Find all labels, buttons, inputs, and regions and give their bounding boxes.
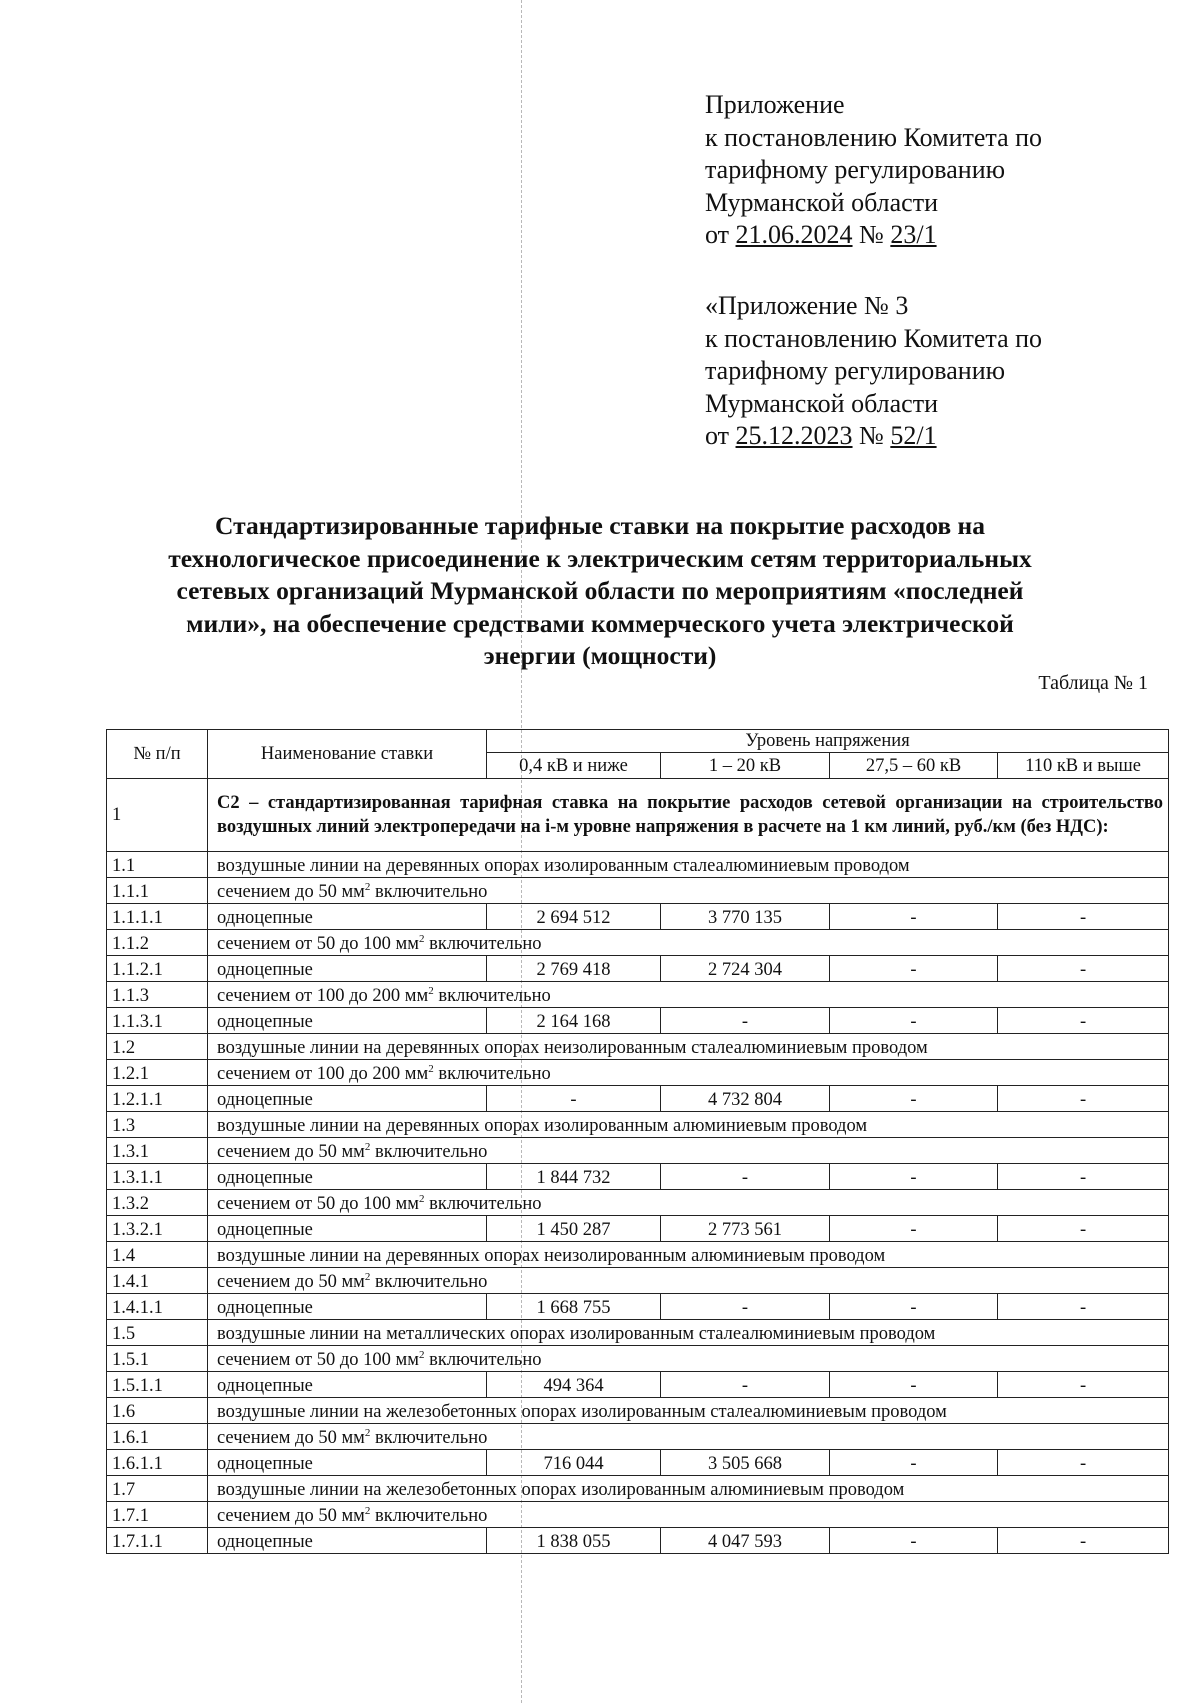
row-num: 1.2 (107, 1034, 208, 1060)
row-num: 1.4 (107, 1242, 208, 1268)
row-name-text: сечением от 100 до 200 мм (217, 986, 429, 1006)
row-name-sup: 2 (418, 932, 425, 945)
appendix-number: 52/1 (890, 421, 937, 450)
table-row (107, 904, 1169, 930)
row-name (208, 982, 1169, 1008)
row-name (208, 1190, 1169, 1216)
row-name-text: сечением до 50 мм (217, 1142, 365, 1162)
row-name (208, 1346, 1169, 1372)
row-name-text: одноцепные (217, 1090, 313, 1110)
title-line: Стандартизированные тарифные ставки на покрытие расходов на (215, 511, 985, 540)
row-value: - (661, 1008, 830, 1034)
row-value: - (830, 1372, 998, 1398)
row-name-sup: 2 (364, 880, 371, 893)
row-value: - (830, 1086, 998, 1112)
row-num: 1.3.2 (107, 1190, 208, 1216)
row-name-tail: включительно (370, 1506, 488, 1526)
table-row (107, 1190, 1169, 1216)
row-value: - (998, 1008, 1169, 1034)
row-num: 1.6 (107, 1398, 208, 1424)
row-value: 1 838 055 (487, 1528, 661, 1554)
row-num: 1.3.2.1 (107, 1216, 208, 1242)
row-value: - (830, 1450, 998, 1476)
row-name (208, 1164, 487, 1190)
table-row (107, 1424, 1169, 1450)
date-prefix: от (705, 220, 736, 249)
table-row (107, 1372, 1169, 1398)
appendix-line: к постановлению Комитета по (705, 122, 1043, 152)
table-row (107, 1398, 1169, 1424)
row-num: 1.2.1 (107, 1060, 208, 1086)
header-row (107, 730, 1169, 753)
row-num: 1.7.1.1 (107, 1528, 208, 1554)
row-name (208, 1372, 487, 1398)
row-num: 1.1.1.1 (107, 904, 208, 930)
table-row (107, 1164, 1169, 1190)
row-value: 1 668 755 (487, 1294, 661, 1320)
table-row (107, 1476, 1169, 1502)
table-number: Таблица № 1 (1038, 672, 1148, 694)
title-line: технологическое присоединение к электрическим сетям территориальных (168, 543, 1032, 573)
row-num: 1.1.2.1 (107, 956, 208, 982)
row-value: 2 164 168 (487, 1008, 661, 1034)
row-value: - (830, 1216, 998, 1242)
row-name-text: одноцепные (217, 1298, 313, 1318)
row-name-sup: 2 (364, 1504, 371, 1517)
row-name-text: одноцепные (217, 960, 313, 980)
table-row (107, 1216, 1169, 1242)
table-row (107, 982, 1169, 1008)
table-row (107, 1086, 1169, 1112)
header-level-2: 27,5 – 60 кВ (830, 753, 998, 779)
row-value: - (998, 1372, 1169, 1398)
row-name (208, 1502, 1169, 1528)
appendix-date: 21.06.2024 (735, 220, 853, 249)
section-num: 1 (107, 779, 208, 852)
appendix-date-line (705, 420, 1042, 453)
row-name (208, 878, 1169, 904)
row-name (208, 1450, 487, 1476)
row-num: 1.3.1 (107, 1138, 208, 1164)
row-name (208, 852, 1169, 878)
row-name-sup: 2 (428, 984, 434, 997)
appendix-prev-block (705, 290, 1042, 453)
row-value: 2 773 561 (661, 1216, 830, 1242)
table-row (107, 1008, 1169, 1034)
row-name-text: одноцепные (217, 1012, 313, 1032)
row-name-text: воздушные линии на деревянных опорах неизолированным алюминиевым проводом (217, 1246, 886, 1266)
appendix-date-line (705, 219, 1042, 252)
title-line: сетевых организаций Мурманской области по мероприятиям «последней (176, 576, 1024, 605)
row-num: 1.7 (107, 1476, 208, 1502)
section-text: С2 – стандартизированная тарифная ставка на покрытие расходов сетевой организации на строительство воздушных линий электропередачи на i-м уровне напряжения в расчете на 1 км линий, руб./км (без НДС): (208, 779, 1169, 852)
row-name-text: воздушные линии на металлических опорах изолированным сталеалюминиевым проводом (217, 1324, 936, 1344)
row-name (208, 956, 487, 982)
row-name (208, 930, 1169, 956)
row-name (208, 1268, 1169, 1294)
row-name (208, 1034, 1169, 1060)
row-value: - (830, 956, 998, 982)
header-num: № п/п (107, 730, 208, 779)
row-name-sup: 2 (418, 1192, 425, 1205)
appendix-line: тарифному регулированию (705, 356, 1006, 385)
row-name (208, 1528, 487, 1554)
row-name (208, 1086, 487, 1112)
table-row (107, 1346, 1169, 1372)
row-name (208, 1424, 1169, 1450)
row-name (208, 904, 487, 930)
row-value: - (998, 1086, 1169, 1112)
row-name-text: одноцепные (217, 1220, 313, 1240)
row-name (208, 1060, 1169, 1086)
row-name-text: одноцепные (217, 1532, 313, 1552)
row-value: 3 505 668 (661, 1450, 830, 1476)
row-value: - (998, 1216, 1169, 1242)
title-line: мили», на обеспечение средствами коммерческого учета электрической (186, 608, 1014, 638)
row-name (208, 1398, 1169, 1424)
row-name-text: сечением до 50 мм (217, 882, 365, 902)
row-name-text: одноцепные (217, 908, 313, 928)
table-row (107, 1320, 1169, 1346)
row-value: 494 364 (487, 1372, 661, 1398)
document-title (60, 510, 1140, 673)
row-num: 1.6.1.1 (107, 1450, 208, 1476)
rates-table (106, 729, 1169, 1554)
row-name-text: воздушные линии на деревянных опорах изолированным сталеалюминиевым проводом (217, 856, 910, 876)
row-name-text: воздушные линии на железобетонных опорах изолированным сталеалюминиевым проводом (217, 1402, 947, 1422)
table-row (107, 1112, 1169, 1138)
table-row (107, 1294, 1169, 1320)
appendix-date: 25.12.2023 (735, 421, 853, 450)
row-value: - (661, 1372, 830, 1398)
row-name-sup: 2 (428, 1062, 434, 1075)
num-prefix: № (852, 220, 891, 249)
row-value: 4 047 593 (661, 1528, 830, 1554)
section-row (107, 779, 1169, 852)
table-row (107, 852, 1169, 878)
table-row (107, 1268, 1169, 1294)
row-value: 2 694 512 (487, 904, 661, 930)
row-name-text: одноцепные (217, 1168, 313, 1188)
appendix-block (705, 89, 1042, 252)
row-value: 716 044 (487, 1450, 661, 1476)
row-name (208, 1294, 487, 1320)
row-name-tail: включительно (433, 986, 551, 1006)
row-num: 1.1.3 (107, 982, 208, 1008)
appendix-line: тарифному регулированию (705, 155, 1006, 184)
row-value: - (661, 1164, 830, 1190)
row-num: 1.3 (107, 1112, 208, 1138)
row-name-text: сечением до 50 мм (217, 1272, 365, 1292)
date-prefix: от (705, 421, 736, 450)
appendix-line: к постановлению Комитета по (705, 323, 1043, 353)
num-prefix: № (852, 421, 891, 450)
table-row (107, 1528, 1169, 1554)
row-value: - (830, 904, 998, 930)
row-name-sup: 2 (364, 1140, 371, 1153)
row-name-tail: включительно (424, 934, 542, 954)
row-num: 1.1.1 (107, 878, 208, 904)
appendix-line: Мурманской области (705, 388, 938, 418)
row-name-text: одноцепные (217, 1454, 313, 1474)
row-num: 1.5 (107, 1320, 208, 1346)
row-name (208, 1216, 487, 1242)
header-level-3: 110 кВ и выше (998, 753, 1169, 779)
row-num: 1.1.2 (107, 930, 208, 956)
row-name-text: воздушные линии на деревянных опорах неизолированным сталеалюминиевым проводом (217, 1038, 928, 1058)
row-name-tail: включительно (424, 1194, 542, 1214)
row-name-tail: включительно (370, 1428, 488, 1448)
row-name (208, 1112, 1169, 1138)
header-name: Наименование ставки (208, 730, 487, 779)
appendix-line: Мурманской области (705, 187, 938, 217)
row-num: 1.5.1.1 (107, 1372, 208, 1398)
row-num: 1.7.1 (107, 1502, 208, 1528)
row-num: 1.5.1 (107, 1346, 208, 1372)
row-num: 1.6.1 (107, 1424, 208, 1450)
table-row (107, 1502, 1169, 1528)
row-value: 4 732 804 (661, 1086, 830, 1112)
row-name-text: сечением от 50 до 100 мм (217, 1350, 419, 1370)
row-value: - (998, 956, 1169, 982)
row-name-tail: включительно (433, 1064, 551, 1084)
row-name-text: сечением до 50 мм (217, 1506, 365, 1526)
row-num: 1.4.1 (107, 1268, 208, 1294)
table-row (107, 930, 1169, 956)
row-num: 1.2.1.1 (107, 1086, 208, 1112)
row-name (208, 1476, 1169, 1502)
row-value: - (487, 1086, 661, 1112)
row-value: - (830, 1164, 998, 1190)
row-name-text: одноцепные (217, 1376, 313, 1396)
row-num: 1.1.3.1 (107, 1008, 208, 1034)
row-name-text: сечением от 50 до 100 мм (217, 934, 419, 954)
row-name-sup: 2 (364, 1270, 371, 1283)
row-name (208, 1138, 1169, 1164)
table-row (107, 1138, 1169, 1164)
table-row (107, 1034, 1169, 1060)
table-row (107, 1450, 1169, 1476)
row-name-tail: включительно (370, 1142, 488, 1162)
table-row (107, 878, 1169, 904)
row-name-text: воздушные линии на железобетонных опорах изолированным алюминиевым проводом (217, 1480, 905, 1500)
row-name-tail: включительно (370, 882, 488, 902)
row-value: - (830, 1528, 998, 1554)
row-name-text: сечением от 100 до 200 мм (217, 1064, 429, 1084)
header-voltage-level: Уровень напряжения (487, 730, 1169, 753)
row-value: - (998, 1164, 1169, 1190)
row-value: 3 770 135 (661, 904, 830, 930)
row-value: 2 724 304 (661, 956, 830, 982)
row-value: - (830, 1008, 998, 1034)
row-name-sup: 2 (418, 1348, 425, 1361)
row-name-text: сечением от 50 до 100 мм (217, 1194, 419, 1214)
row-value: - (998, 1450, 1169, 1476)
row-name-text: воздушные линии на деревянных опорах изолированным алюминиевым проводом (217, 1116, 868, 1136)
table-row (107, 1242, 1169, 1268)
row-num: 1.4.1.1 (107, 1294, 208, 1320)
row-value: 1 844 732 (487, 1164, 661, 1190)
table-row (107, 1060, 1169, 1086)
row-name (208, 1242, 1169, 1268)
row-value: - (998, 904, 1169, 930)
appendix-line: Приложение (705, 90, 845, 119)
header-level-0: 0,4 кВ и ниже (487, 753, 661, 779)
row-name-tail: включительно (424, 1350, 542, 1370)
row-name (208, 1008, 487, 1034)
row-num: 1.1 (107, 852, 208, 878)
table-row (107, 956, 1169, 982)
header-level-1: 1 – 20 кВ (661, 753, 830, 779)
appendix-number: 23/1 (890, 220, 937, 249)
row-num: 1.3.1.1 (107, 1164, 208, 1190)
row-value: - (998, 1528, 1169, 1554)
row-value: - (661, 1294, 830, 1320)
row-name-text: сечением до 50 мм (217, 1428, 365, 1448)
row-value: - (998, 1294, 1169, 1320)
row-name (208, 1320, 1169, 1346)
title-line: энергии (мощности) (483, 641, 717, 670)
row-value: 2 769 418 (487, 956, 661, 982)
row-name-tail: включительно (370, 1272, 488, 1292)
row-value: 1 450 287 (487, 1216, 661, 1242)
row-value: - (830, 1294, 998, 1320)
row-name-sup: 2 (364, 1426, 371, 1439)
appendix-line: «Приложение № 3 (705, 291, 909, 320)
